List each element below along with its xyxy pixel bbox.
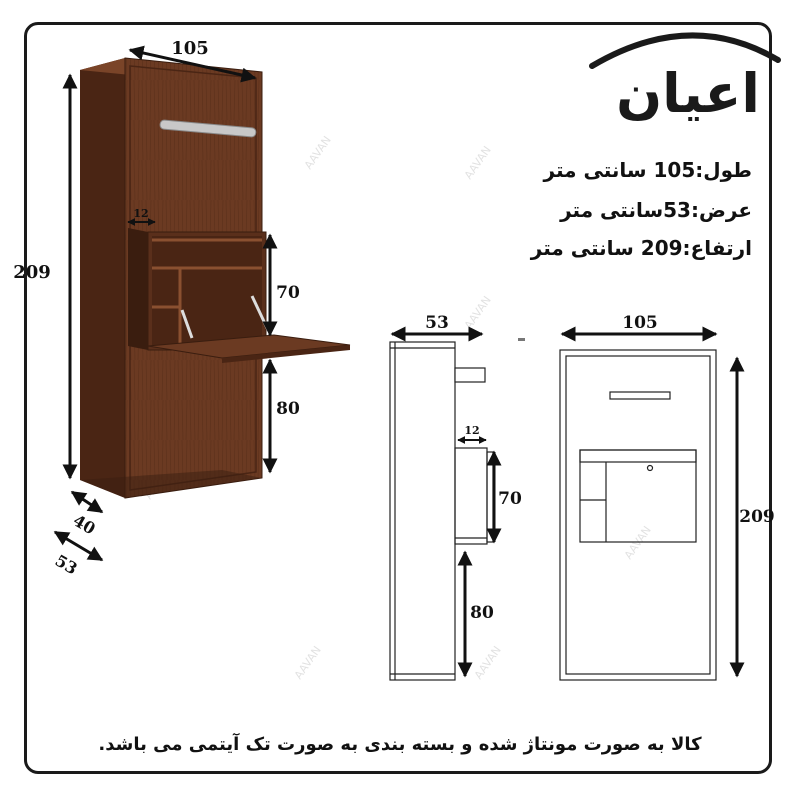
dim-width-label: 105 — [171, 38, 209, 59]
front-view — [560, 313, 775, 680]
side-dim-depth-label: 53 — [425, 313, 449, 333]
spec-height: ارتفاع:209 سانتی متر — [530, 236, 752, 260]
front-handle — [610, 392, 670, 399]
dim-leg-label: 80 — [276, 399, 300, 419]
side-dim-shelf-label: 12 — [464, 424, 480, 437]
cabinet-side-panel — [80, 58, 125, 498]
brand-name: اعیان — [616, 62, 760, 125]
watermark-2: AAVAN — [461, 143, 494, 182]
dim-depth-open-label: 53 — [51, 550, 81, 579]
watermark-5: AAVAN — [621, 523, 654, 562]
dim-depth-closed-label: 40 — [69, 510, 99, 539]
dim-desk-label: 70 — [276, 283, 300, 303]
dim-shelf-label: 12 — [133, 207, 149, 220]
front-dim-height-label: 209 — [739, 507, 775, 527]
side-dim-leg-label: 80 — [470, 603, 494, 623]
front-dim-width-label: 105 — [622, 313, 658, 333]
side-body — [390, 342, 455, 680]
spec-width: عرض:53سانتی متر — [560, 198, 752, 222]
side-desk-box — [455, 448, 487, 544]
perspective-cabinet — [80, 58, 350, 498]
dim-height-label: 209 — [13, 262, 51, 283]
watermark-6: AAVAN — [291, 643, 324, 682]
side-desk-panel — [487, 452, 493, 542]
footer-note: کالا به صورت مونتاژ شده و بسته بندی به صورت تک آیتمی می باشد. — [98, 734, 702, 755]
watermark-1: AAVAN — [301, 133, 334, 172]
side-dim-desk-label: 70 — [498, 489, 522, 509]
side-handle — [455, 368, 485, 382]
side-view — [390, 313, 525, 680]
watermark-4: AAVAN — [461, 293, 494, 332]
watermark-7: AAVAN — [471, 643, 504, 682]
dim-depth-closed-arrow — [72, 492, 102, 512]
spec-length: طول:105 سانتی متر — [543, 158, 752, 182]
brand-logo — [592, 35, 778, 125]
front-desk-outer — [580, 450, 696, 542]
